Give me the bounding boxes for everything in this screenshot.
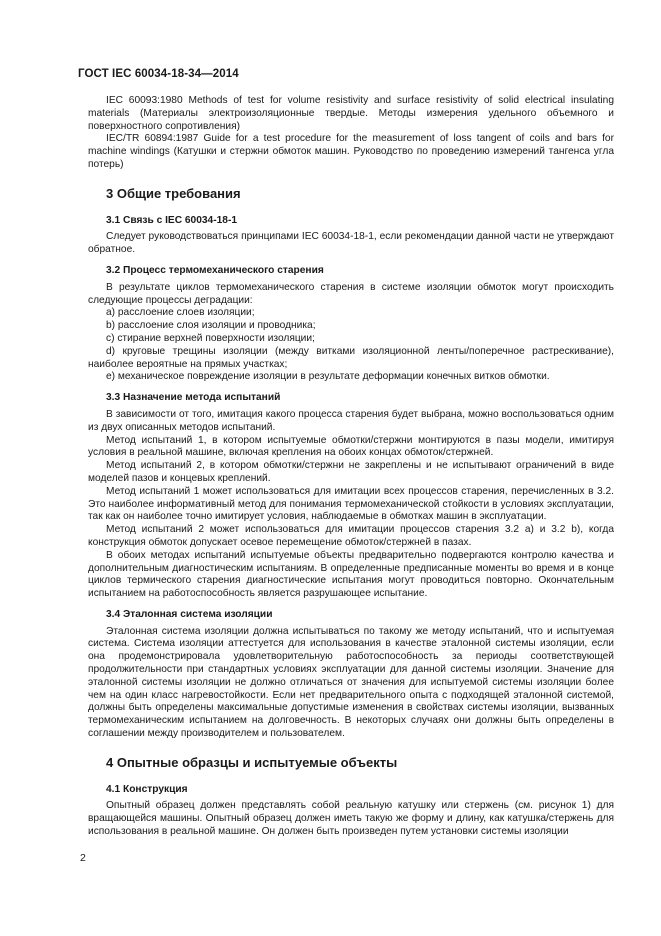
section-4-1-heading: 4.1 Конструкция — [106, 783, 188, 795]
list-item: a) расслоение слоев изоляции; — [106, 307, 255, 319]
list-item: b) расслоение слоя изоляции и проводника; — [106, 320, 316, 332]
section-3-2-heading: 3.2 Процесс термомеханического старения — [106, 264, 324, 276]
section-3-3-paragraph: Метод испытаний 1, в котором испытуемые обмотки/стержни монтируются в пазы модели, имитируя условия в реальной машине, включая крепления на обоих концах обмоток/стержней. — [88, 434, 614, 459]
section-3-heading: 3 Общие требования — [106, 185, 241, 201]
section-4-heading: 4 Опытные образцы и испытуемые объекты — [106, 754, 398, 770]
list-item: d) круговые трещины изоляции (между витками изоляционной ленты/поперечное растрескивание), наиболее вероятные на прямых участках; — [88, 345, 614, 370]
page-content — [88, 95, 614, 839]
section-3-3-paragraph: Метод испытаний 2 может использоваться для имитации процессов старения 3.2 a) и 3.2 b), когда конструкция обмоток допускает осевое перемещение обмоток/стержней в пазах. — [88, 524, 614, 548]
section-3-4-heading: 3.4 Эталонная система изоляции — [106, 608, 273, 620]
section-3-3-heading: 3.3 Назначение метода испытаний — [106, 392, 281, 404]
running-header: ГОСТ IEC 60034-18-34—2014 — [78, 68, 239, 80]
list-item: e) механическое повреждение изоляции в результате деформации конечных витков обмотки. — [106, 371, 550, 383]
section-3-2-paragraph: В результате циклов термомеханического старения в системе изоляции обмоток могут происходить следующие процессы деградации: — [88, 281, 614, 306]
list-item: c) стирание верхней поверхности изоляции; — [106, 332, 315, 344]
section-3-3-paragraph: Метод испытаний 1 может использоваться для имитации всех процессов старения, перечисленных в 3.2. Это наиболее информативный метод для понимания термомеханической стойкости в условиях эксплуатации, так как он наиболее точно имитирует условия, наблюдаемые в обмотках машин в эксплуатации. — [88, 485, 614, 523]
section-4-1-paragraph: Опытный образец должен представлять собой реальную катушку или стержень (см. рисунок 1) для вращающейся машины. Опытный образец должен иметь такую же форму и длину, как катушка/стержень для использования в реальной машине. Он должен быть произведен путем установки системы изоляции — [88, 800, 614, 838]
reference-iec-60093: IEC 60093:1980 Methods of test for volume resistivity and surface resistivity of solid electrical insulating materials (Материалы электроизоляционные твердые. Методы измерения удельного объемного и поверхностного сопротивления) — [88, 95, 614, 132]
section-3-3-paragraph: Метод испытаний 2, в котором обмотки/стержни не закреплены и не испытывают ограничений в виде моделей пазов и концевых креплений. — [88, 460, 614, 484]
section-3-1-paragraph: Следует руководствоваться принципами IEC 60034-18-1, если рекомендации данной части не утверждают обратное. — [88, 231, 614, 256]
page-number: 2 — [80, 852, 86, 864]
section-3-3-paragraph: В зависимости от того, имитация какого процесса старения будет выбрана, можно воспользоваться одним из двух описанных методов испытаний. — [88, 408, 614, 433]
section-3-1-heading: 3.1 Связь с IEC 60034-18-1 — [106, 214, 237, 226]
section-3-3-paragraph: В обоих методах испытаний испытуемые объекты предварительно подвергаются контролю качества и дополнительным диагностическим испытаниям. В определенные предписанные моменты во время и в конце циклов термического старения диагностические испытания могут проводиться повторно. Окончательным испытанием на работоспособность является разрушающее испытание. — [88, 549, 614, 600]
reference-iec-tr-60894: IEC/TR 60894:1987 Guide for a test procedure for the measurement of loss tangent of coils and bars for machine windings (Катушки и стержни обмоток машин. Руководство по проведению измерений тангенса угла потерь) — [88, 133, 614, 170]
section-3-4-paragraph: Эталонная система изоляции должна испытываться по такому же методу испытаний, что и испытуемая система. Система изоляции аттестуется для использования в качестве эталонной системы изоляции, если она продемонстрировала удовлетворительную работоспособность за периоды соответствующей продолжительности при стандартных условиях эксплуатации для данной системы изоляции. Значение для эталонной системы изоляции не должно отличаться от значения для испытуемой системы изоляции более чем на один класс нагревостойкости. Если нет предварительного опыта с подходящей эталонной системой, должны быть определены максимальные допустимые изменения в свойствах системы изоляции, вызванных термомеханическим испытанием на долговечность. В некоторых случаях они должны быть определены в соглашении между производителем и пользователем. — [88, 625, 614, 740]
